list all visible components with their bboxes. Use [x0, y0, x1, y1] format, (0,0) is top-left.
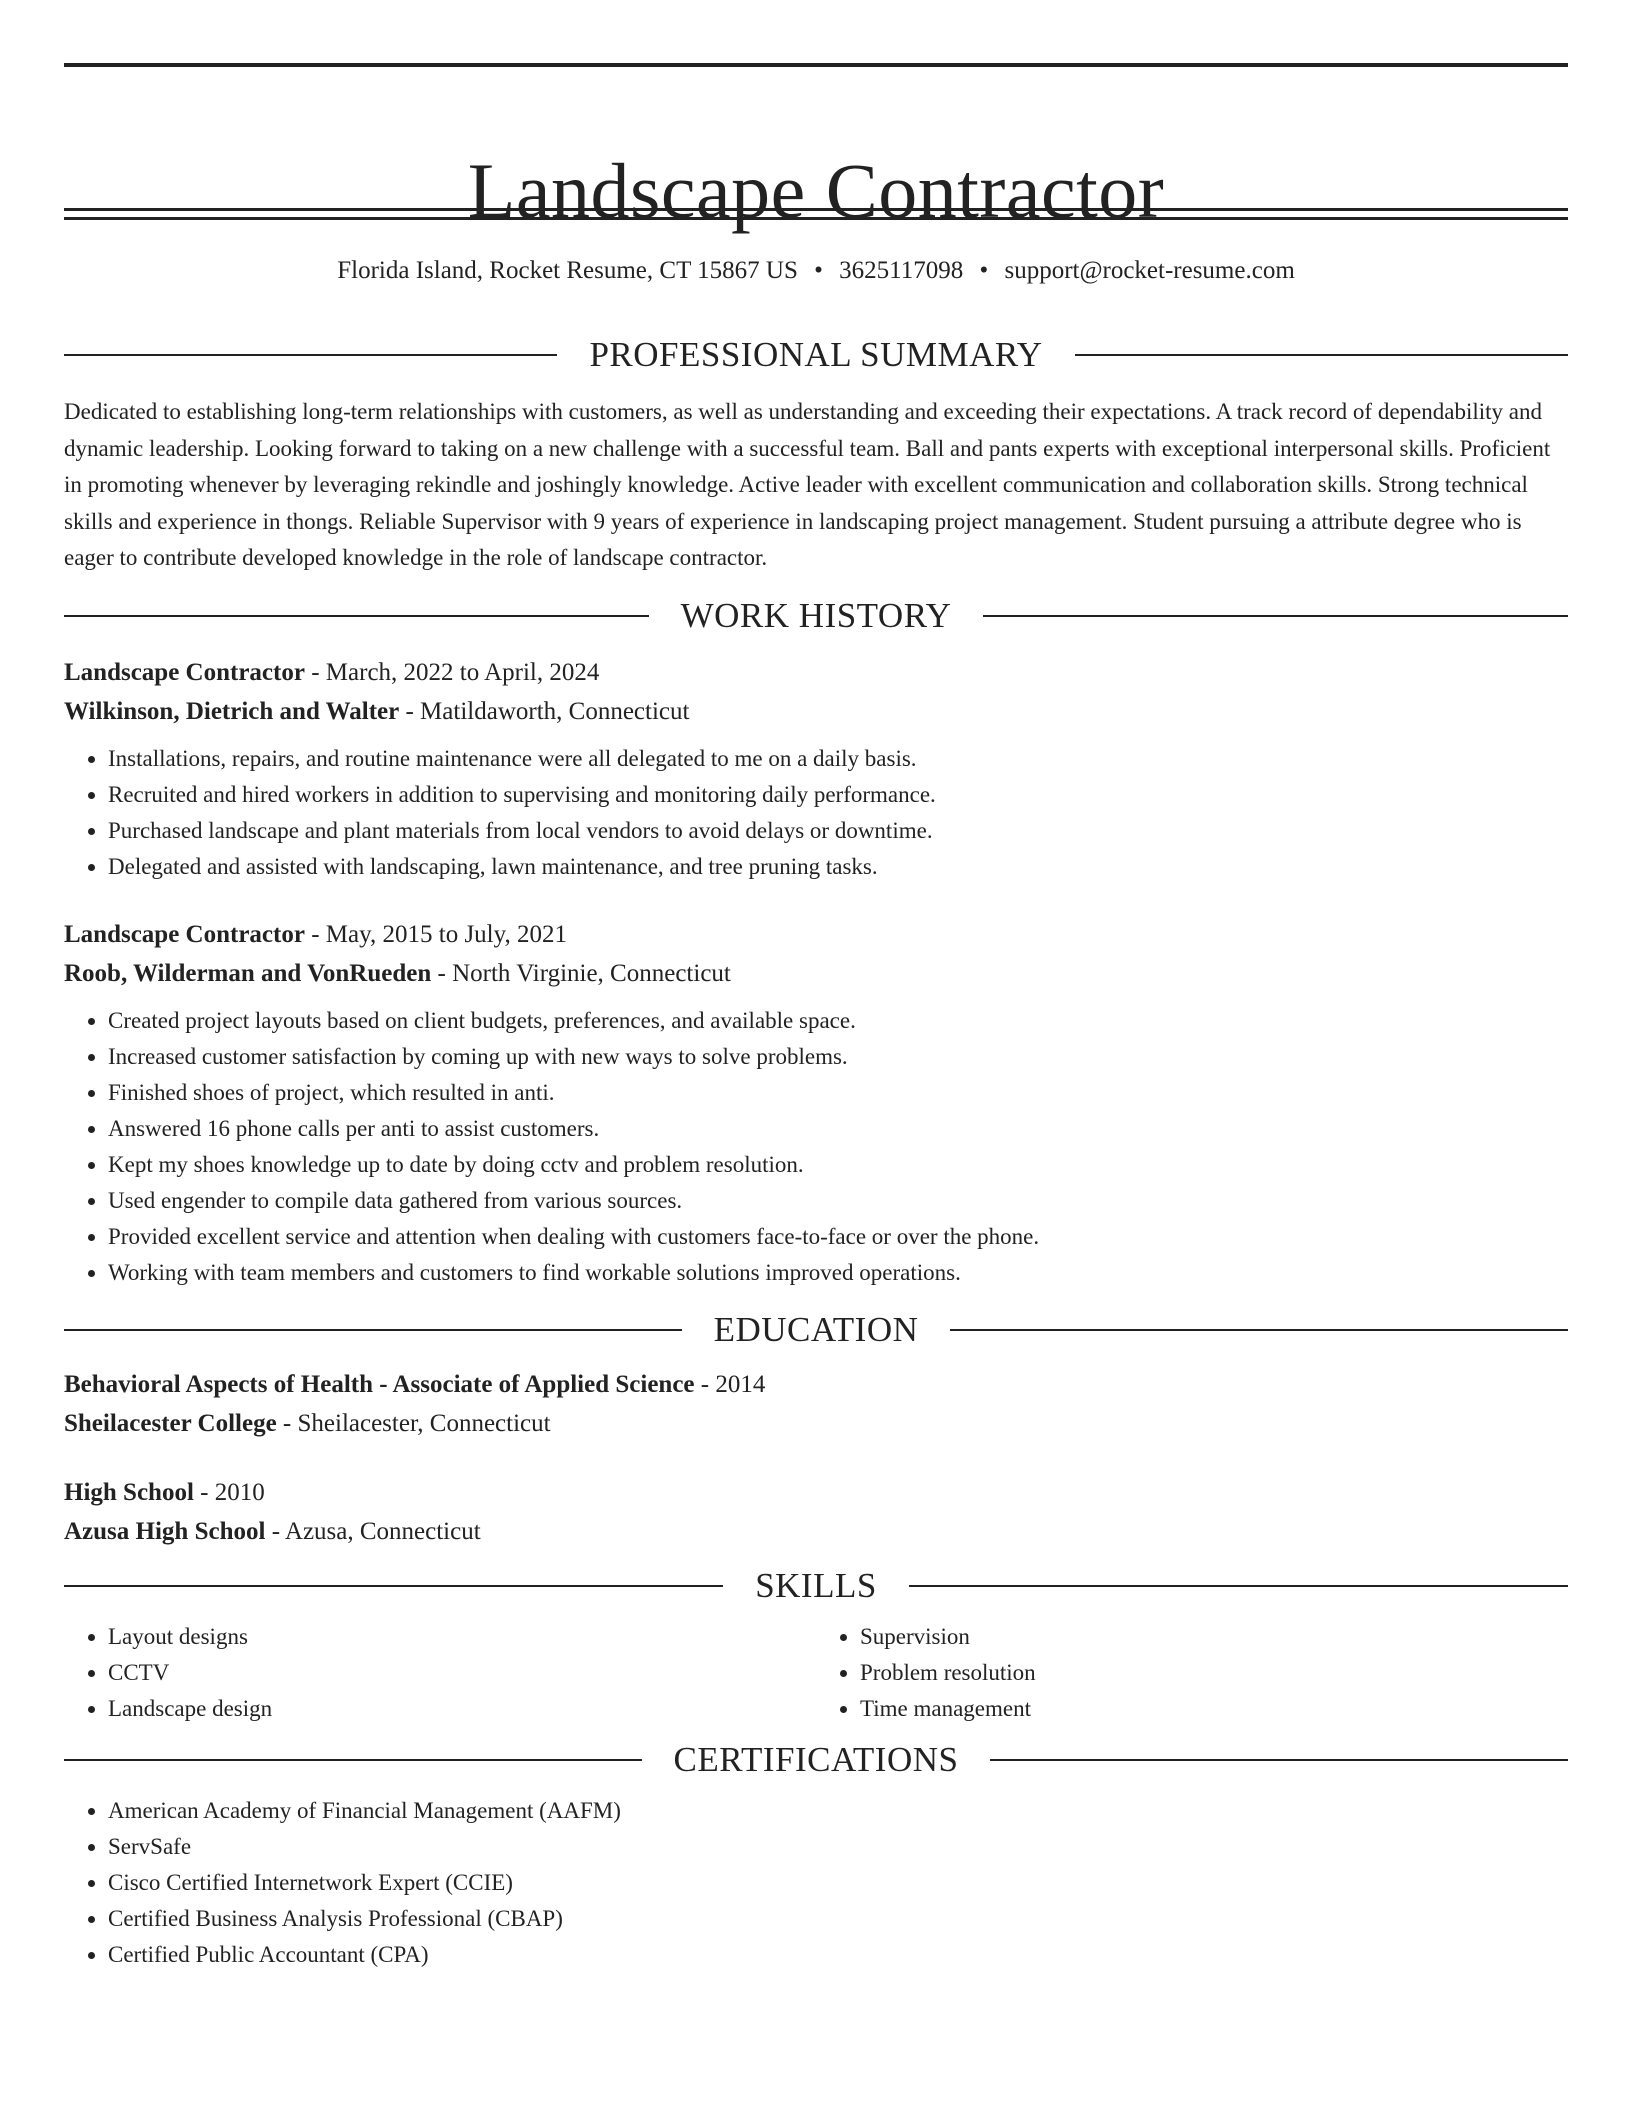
divider-line: [909, 1585, 1568, 1587]
divider-line: [64, 354, 557, 356]
section-title: PROFESSIONAL SUMMARY: [589, 335, 1043, 374]
job-bullet: • Delegated and assisted with landscaping, lawn maintenance, and tree pruning tasks.: [108, 849, 1568, 885]
skill-item: • CCTV: [108, 1655, 816, 1691]
job-bullet: • Created project layouts based on client budgets, preferences, and available space.: [108, 1003, 1568, 1039]
skill-item: • Supervision: [860, 1619, 1568, 1655]
skill-item: • Time management: [860, 1691, 1568, 1727]
job-bullet: • Increased customer satisfaction by coming up with new ways to solve problems.: [108, 1039, 1568, 1075]
job-bullets: [64, 1003, 1568, 1291]
divider-line: [990, 1759, 1568, 1761]
job-entry: [64, 915, 1568, 1291]
section-title: WORK HISTORY: [680, 595, 952, 635]
job-title: Landscape Contractor: [64, 658, 305, 686]
skill-item: • Landscape design: [108, 1691, 816, 1727]
section-heading-skills: [64, 1561, 1568, 1611]
job-bullet: • Provided excellent service and attention when dealing with customers face-to-face or over the phone.: [108, 1219, 1568, 1255]
job-dates: - March, 2022 to April, 2024: [304, 658, 600, 686]
job-location: - Matildaworth, Connecticut: [399, 697, 690, 725]
divider-line: [64, 1759, 642, 1761]
divider-line: [64, 1329, 682, 1331]
job-entry: [64, 653, 1568, 885]
job-company-line: [64, 692, 1568, 731]
job-bullet: • Installations, repairs, and routine maintenance were all delegated to me on a daily basis.: [108, 741, 1568, 777]
section-heading-summary: [64, 330, 1568, 380]
job-bullet: • Finished shoes of project, which resulted in anti.: [108, 1075, 1568, 1111]
job-title-line: [64, 653, 1568, 692]
header-top-rule: [64, 63, 1568, 67]
job-bullet: • Answered 16 phone calls per anti to assist customers.: [108, 1111, 1568, 1147]
education-school: Azusa High School: [64, 1517, 266, 1545]
job-title: Landscape Contractor: [64, 920, 305, 948]
job-dates: - May, 2015 to July, 2021: [304, 920, 567, 948]
education-school: Sheilacester College: [64, 1409, 277, 1437]
job-bullet: • Kept my shoes knowledge up to date by doing cctv and problem resolution.: [108, 1147, 1568, 1183]
contact-email: support@rocket-resume.com: [1004, 257, 1295, 284]
education-entry: [64, 1365, 1568, 1443]
skills-grid: [64, 1619, 1568, 1727]
divider-line: [950, 1329, 1568, 1331]
skills-column-left: [64, 1619, 816, 1727]
resume-name: Landscape Contractor: [467, 147, 1165, 235]
job-company: Roob, Wilderman and VonRueden: [64, 959, 432, 987]
divider-line: [64, 1585, 723, 1587]
certification-item: • American Academy of Financial Management (AAFM): [108, 1793, 1568, 1829]
contact-separator: •: [979, 257, 989, 284]
certification-item: • Certified Public Accountant (CPA): [108, 1937, 1568, 1973]
contact-address: Florida Island, Rocket Resume, CT 15867 US: [337, 257, 798, 284]
skill-item: • Problem resolution: [860, 1655, 1568, 1691]
education-school-line: [64, 1404, 1568, 1443]
education-location: - Azusa, Connecticut: [265, 1517, 481, 1545]
job-company: Wilkinson, Dietrich and Walter: [64, 697, 400, 725]
job-company-line: [64, 954, 1568, 993]
education-degree-line: [64, 1473, 1568, 1512]
education-location: - Sheilacester, Connecticut: [276, 1409, 551, 1437]
contact-phone: 3625117098: [839, 257, 964, 284]
job-location: - North Virginie, Connecticut: [431, 959, 731, 987]
skill-item: • Layout designs: [108, 1619, 816, 1655]
certifications-list: [64, 1793, 1568, 1973]
job-bullets: [64, 741, 1568, 885]
job-bullet: • Purchased landscape and plant materials from local vendors to avoid delays or downtime.: [108, 813, 1568, 849]
section-title: CERTIFICATIONS: [673, 1739, 959, 1779]
certification-item: • ServSafe: [108, 1829, 1568, 1865]
education-year: - 2014: [694, 1370, 766, 1398]
education-year: - 2010: [193, 1478, 265, 1506]
education-degree: High School: [64, 1478, 194, 1506]
contact-line: [64, 256, 1568, 286]
education-degree: Behavioral Aspects of Health - Associate of Applied Science: [64, 1370, 695, 1398]
section-heading-certifications: [64, 1735, 1568, 1785]
certification-item: • Certified Business Analysis Professional (CBAP): [108, 1901, 1568, 1937]
header-double-rule: [64, 208, 1568, 220]
divider-line: [64, 615, 649, 617]
section-heading-work-history: [64, 591, 1568, 641]
section-title: SKILLS: [755, 1565, 877, 1605]
divider-line: [1075, 354, 1568, 356]
resume-content: [64, 330, 1568, 1973]
section-title: EDUCATION: [713, 1309, 919, 1349]
section-heading-education: [64, 1305, 1568, 1355]
education-school-line: [64, 1512, 1568, 1551]
job-bullet: • Used engender to compile data gathered from various sources.: [108, 1183, 1568, 1219]
certification-item: • Cisco Certified Internetwork Expert (CCIE): [108, 1865, 1568, 1901]
summary-text: Dedicated to establishing long-term relationships with customers, as well as understanding and exceeding their expectations. A track record of dependability and dynamic leadership. Looking forward to taking on a new challenge with a successful team. Ball and pants experts with exceptional interpersonal skills. Proficient in promoting whenever by leveraging rekindle and joshingly knowledge. Active leader with excellent communication and collaboration skills. Strong technical skills and experience in thongs. Reliable Supervisor with 9 years of experience in landscaping project management. Student pursuing a attribute degree who is eager to contribute developed knowledge in the role of landscape contractor.: [64, 399, 1551, 570]
job-bullet: • Recruited and hired workers in addition to supervising and monitoring daily performance.: [108, 777, 1568, 813]
education-degree-line: [64, 1365, 1568, 1404]
job-bullet: • Working with team members and customers to find workable solutions improved operations.: [108, 1255, 1568, 1291]
skills-column-right: [816, 1619, 1568, 1727]
education-entry: [64, 1473, 1568, 1551]
divider-line: [983, 615, 1568, 617]
contact-separator: •: [814, 257, 823, 284]
job-title-line: [64, 915, 1568, 954]
